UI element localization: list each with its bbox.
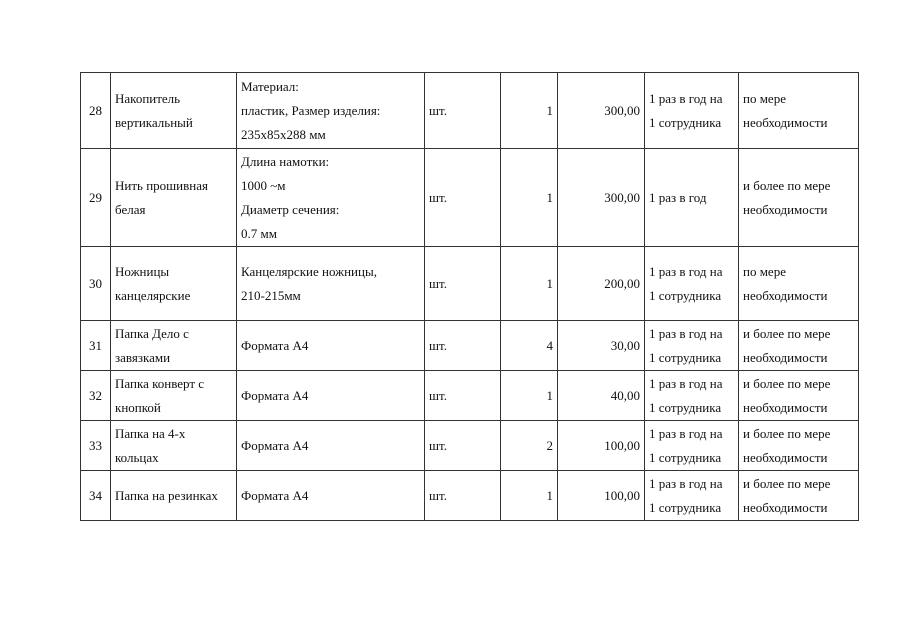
item-name-cell bbox=[111, 471, 237, 521]
price-cell: 100,00 bbox=[558, 471, 645, 521]
item-description-cell-line: Формата А4 bbox=[241, 487, 309, 503]
item-name-cell-line: кольцах bbox=[115, 449, 159, 465]
unit-cell: шт. bbox=[425, 247, 501, 321]
item-name-cell-line: Папка Дело с bbox=[115, 325, 189, 341]
item-name-cell-line: Папка на 4-х bbox=[115, 425, 186, 441]
item-description-cell bbox=[237, 73, 425, 149]
item-description-cell bbox=[237, 321, 425, 371]
item-description-cell-line: Канцелярские ножницы, bbox=[241, 263, 377, 279]
item-description-cell bbox=[237, 471, 425, 521]
item-description-cell-line: Материал: bbox=[241, 78, 299, 94]
frequency-cell bbox=[645, 371, 739, 421]
item-description-cell-line: 1000 ~м bbox=[241, 177, 286, 193]
item-description-cell-line: 210-215мм bbox=[241, 287, 301, 303]
price-cell: 200,00 bbox=[558, 247, 645, 321]
item-description-cell-line: Формата А4 bbox=[241, 337, 309, 353]
quantity-cell: 1 bbox=[501, 371, 558, 421]
frequency-cell bbox=[645, 247, 739, 321]
price-cell: 40,00 bbox=[558, 371, 645, 421]
note-cell-line: и более по мере bbox=[743, 425, 831, 441]
note-cell-line: необходимости bbox=[743, 449, 828, 465]
table-row bbox=[81, 471, 859, 521]
frequency-cell-line: 1 сотрудника bbox=[649, 399, 722, 415]
row-number-cell: 30 bbox=[81, 247, 111, 321]
item-description-cell bbox=[237, 247, 425, 321]
note-cell-line: необходимости bbox=[743, 399, 828, 415]
unit-cell: шт. bbox=[425, 421, 501, 471]
table-row bbox=[81, 321, 859, 371]
item-name-cell-line: канцелярские bbox=[115, 287, 191, 303]
unit-cell: шт. bbox=[425, 471, 501, 521]
item-name-cell bbox=[111, 321, 237, 371]
frequency-cell-line: 1 сотрудника bbox=[649, 449, 722, 465]
price-cell: 30,00 bbox=[558, 321, 645, 371]
item-description-cell bbox=[237, 371, 425, 421]
unit-cell: шт. bbox=[425, 73, 501, 149]
item-name-cell bbox=[111, 247, 237, 321]
row-number-cell: 32 bbox=[81, 371, 111, 421]
note-cell-line: необходимости bbox=[743, 349, 828, 365]
item-name-cell-line: кнопкой bbox=[115, 399, 161, 415]
note-cell-line: необходимости bbox=[743, 287, 828, 303]
note-cell bbox=[739, 471, 859, 521]
note-cell bbox=[739, 73, 859, 149]
note-cell bbox=[739, 149, 859, 247]
item-name-cell-line: Ножницы bbox=[115, 263, 170, 279]
note-cell-line: и более по мере bbox=[743, 375, 831, 391]
note-cell-line: и более по мере bbox=[743, 325, 831, 341]
item-name-cell-line: Папка на резинках bbox=[115, 487, 218, 503]
frequency-cell-line: 1 сотрудника bbox=[649, 114, 722, 130]
frequency-cell-line: 1 раз в год bbox=[649, 189, 707, 205]
price-cell: 300,00 bbox=[558, 149, 645, 247]
quantity-cell: 1 bbox=[501, 247, 558, 321]
quantity-cell: 4 bbox=[501, 321, 558, 371]
item-description-cell-line: 235х85х288 мм bbox=[241, 126, 326, 142]
row-number-cell: 33 bbox=[81, 421, 111, 471]
note-cell-line: по мере bbox=[743, 263, 786, 279]
price-cell: 100,00 bbox=[558, 421, 645, 471]
item-name-cell-line: белая bbox=[115, 201, 146, 217]
frequency-cell-line: 1 раз в год на bbox=[649, 263, 723, 279]
item-description-cell-line: Длина намотки: bbox=[241, 153, 330, 169]
unit-cell: шт. bbox=[425, 371, 501, 421]
note-cell-line: и более по мере bbox=[743, 475, 831, 491]
item-name-cell-line: вертикальный bbox=[115, 114, 193, 130]
frequency-cell bbox=[645, 149, 739, 247]
item-description-cell bbox=[237, 149, 425, 247]
frequency-cell-line: 1 раз в год на bbox=[649, 325, 723, 341]
item-description-cell-line: Формата А4 bbox=[241, 437, 309, 453]
quantity-cell: 1 bbox=[501, 149, 558, 247]
row-number-cell: 34 bbox=[81, 471, 111, 521]
frequency-cell-line: 1 раз в год на bbox=[649, 475, 723, 491]
item-description-cell-line: 0.7 мм bbox=[241, 225, 277, 241]
supplies-table bbox=[80, 72, 859, 521]
item-name-cell bbox=[111, 421, 237, 471]
row-number-cell: 31 bbox=[81, 321, 111, 371]
table-row bbox=[81, 247, 859, 321]
frequency-cell-line: 1 раз в год на bbox=[649, 425, 723, 441]
unit-cell: шт. bbox=[425, 321, 501, 371]
frequency-cell-line: 1 раз в год на bbox=[649, 90, 723, 106]
unit-cell: шт. bbox=[425, 149, 501, 247]
note-cell bbox=[739, 371, 859, 421]
item-description-cell-line: Формата А4 bbox=[241, 387, 309, 403]
note-cell-line: необходимости bbox=[743, 499, 828, 515]
quantity-cell: 2 bbox=[501, 421, 558, 471]
note-cell bbox=[739, 247, 859, 321]
item-description-cell-line: Диаметр сечения: bbox=[241, 201, 340, 217]
item-name-cell bbox=[111, 149, 237, 247]
table-row bbox=[81, 73, 859, 149]
item-name-cell-line: Накопитель bbox=[115, 90, 181, 106]
table-body bbox=[81, 73, 859, 521]
table-row bbox=[81, 371, 859, 421]
note-cell-line: необходимости bbox=[743, 114, 828, 130]
note-cell-line: по мере bbox=[743, 90, 786, 106]
note-cell bbox=[739, 421, 859, 471]
frequency-cell bbox=[645, 421, 739, 471]
frequency-cell-line: 1 сотрудника bbox=[649, 287, 722, 303]
row-number-cell: 28 bbox=[81, 73, 111, 149]
note-cell bbox=[739, 321, 859, 371]
price-cell: 300,00 bbox=[558, 73, 645, 149]
table-row bbox=[81, 149, 859, 247]
item-description-cell bbox=[237, 421, 425, 471]
table-row bbox=[81, 421, 859, 471]
item-name-cell-line: Нить прошивная bbox=[115, 177, 208, 193]
item-name-cell bbox=[111, 73, 237, 149]
quantity-cell: 1 bbox=[501, 471, 558, 521]
item-name-cell bbox=[111, 371, 237, 421]
note-cell-line: необходимости bbox=[743, 201, 828, 217]
frequency-cell bbox=[645, 73, 739, 149]
item-name-cell-line: завязками bbox=[115, 349, 171, 365]
frequency-cell-line: 1 сотрудника bbox=[649, 499, 722, 515]
frequency-cell-line: 1 сотрудника bbox=[649, 349, 722, 365]
frequency-cell bbox=[645, 321, 739, 371]
item-name-cell-line: Папка конверт с bbox=[115, 375, 205, 391]
item-description-cell-line: пластик, Размер изделия: bbox=[241, 102, 381, 118]
row-number-cell: 29 bbox=[81, 149, 111, 247]
frequency-cell-line: 1 раз в год на bbox=[649, 375, 723, 391]
frequency-cell bbox=[645, 471, 739, 521]
quantity-cell: 1 bbox=[501, 73, 558, 149]
note-cell-line: и более по мере bbox=[743, 177, 831, 193]
